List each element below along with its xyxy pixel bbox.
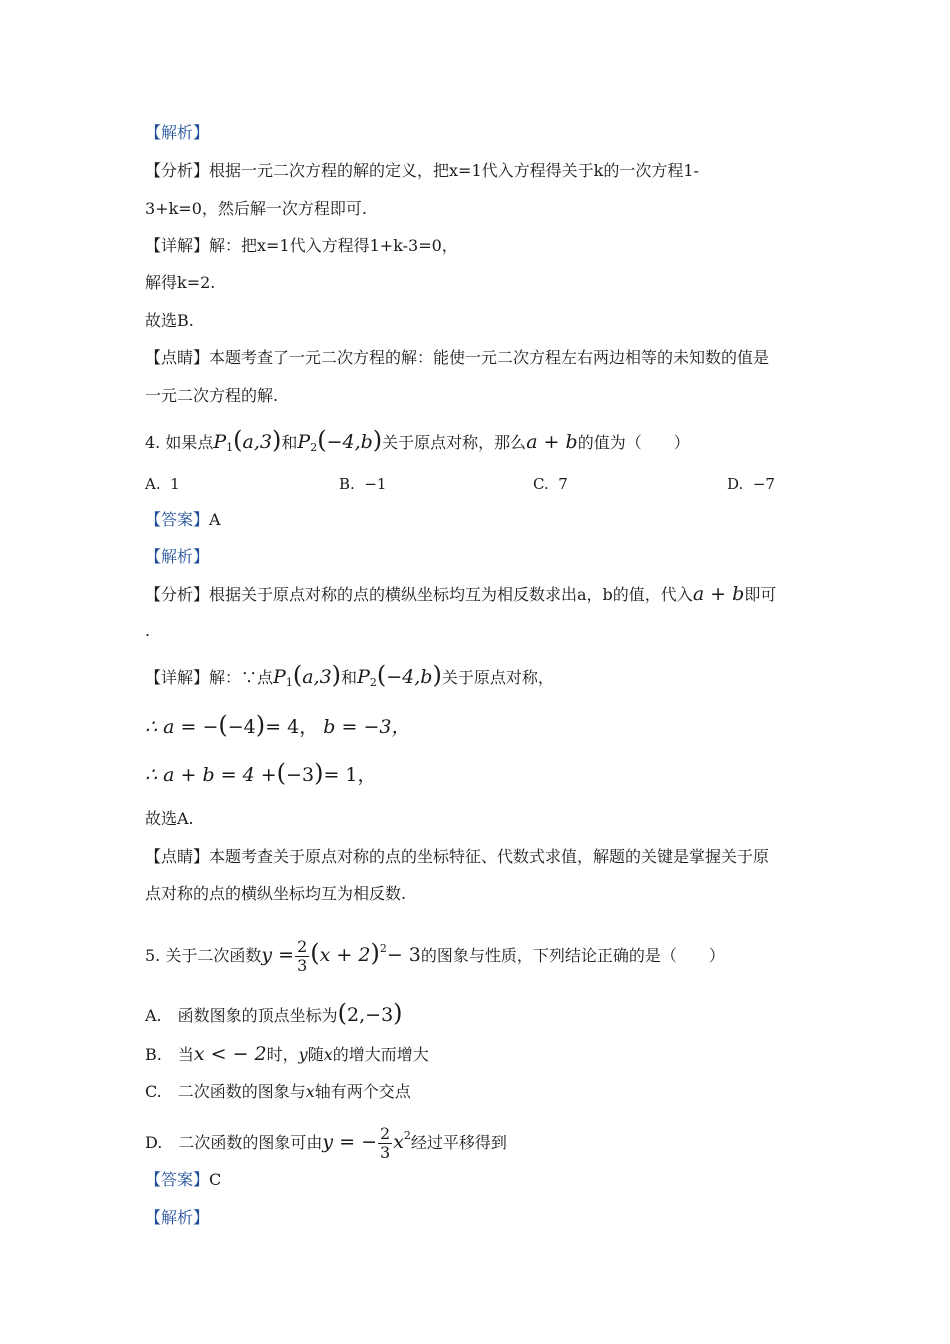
question-number: 5.	[145, 946, 161, 965]
xiangjie-tag: 【详解】	[145, 668, 210, 687]
dianjing-line	[145, 347, 769, 369]
detail-text: 解：把x=1代入方程得1+k-3=0，	[209, 236, 458, 255]
option-b: B. −1	[339, 475, 387, 493]
option-d: D. 二次函数的图象可由y = − $\frac{2}{3}$ $x^2$经过平移得到	[145, 1124, 507, 1162]
dianjing-tag: 【点睛】	[145, 348, 210, 367]
jiexi-heading	[145, 122, 209, 144]
question-pre: 关于二次函数	[165, 946, 262, 965]
analysis-text: 根据关于原点对称的点的横纵坐标均互为相反数求出a，b的值，代入	[209, 585, 693, 604]
dianjing-text: 本题考查关于原点对称的点的坐标特征、代数式求值，解题的关键是掌握关于原	[209, 847, 770, 866]
answer-value: A	[209, 510, 221, 529]
answer-value: C	[209, 1170, 222, 1189]
detail-line	[145, 235, 458, 257]
question-pre: 如果点	[165, 433, 214, 452]
expression: a + b	[692, 583, 745, 605]
point-p2: $P_2$	[357, 666, 377, 689]
option-c: C. 二次函数的图象与x轴有两个交点	[145, 1082, 411, 1101]
fenxi-tag: 【分析】	[145, 585, 210, 604]
question-number: 4.	[145, 433, 161, 452]
option-a: A. 1	[145, 475, 180, 493]
p2-coords: −4,b	[326, 431, 373, 453]
question-post: 的图象与性质，下列结论正确的是（ ）	[420, 946, 725, 965]
answer-line	[145, 1169, 221, 1191]
analysis-line-2: 3+k=0，然后解一次方程即可.	[145, 199, 367, 218]
question-post: 关于原点对称，那么	[382, 433, 527, 452]
jiexi-tag: 【解析】	[145, 547, 210, 566]
detail-pre: 解：∵点	[209, 668, 274, 687]
question-5: 5. 关于二次函数y = $\frac{2}{3}$ $(x + 2)^2- 3$的图象与性质，下列结论正确的是（ ）	[145, 937, 725, 975]
and-text: 和	[341, 668, 358, 687]
and-text: 和	[281, 433, 298, 452]
choose-line: 故选B.	[145, 311, 194, 330]
analysis-tail: 即可	[744, 585, 777, 604]
analysis-line	[145, 583, 776, 606]
p1-coords: a,3	[242, 431, 273, 453]
analysis-text: 根据一元二次方程的解的定义，把x=1代入方程得关于k的一次方程1-	[209, 161, 699, 180]
jiexi-heading-2	[145, 546, 209, 568]
p1-coords: a,3	[302, 666, 332, 688]
dianjing-line	[145, 846, 769, 868]
choose-line: 故选A.	[145, 809, 194, 828]
option-b: B. 当x < − 2时，y随x的增大而增大	[145, 1043, 429, 1065]
dianjing-tag: 【点睛】	[145, 847, 210, 866]
dianjing-line-2: 一元二次方程的解.	[145, 386, 279, 405]
option-c: C. 7	[533, 475, 568, 493]
point-p2: $P_2$	[297, 431, 318, 454]
option-a: A. 函数图象的顶点坐标为(2,−3)	[145, 999, 403, 1027]
fraction: $\frac{2}{3}$	[380, 1124, 391, 1162]
point-p1: $P_1$	[213, 431, 234, 454]
point-p1: $P_1$	[273, 666, 293, 689]
jiexi-tag: 【解析】	[145, 1208, 210, 1227]
analysis-line-2: .	[145, 621, 151, 640]
dianjing-line-2: 点对称的点的横纵坐标均互为相反数.	[145, 884, 407, 903]
p2-coords: −4,b	[386, 666, 433, 688]
answer-line	[145, 509, 221, 531]
detail-post: 关于原点对称，	[441, 668, 554, 687]
solve-line: 解得k=2.	[145, 273, 216, 292]
analysis-line	[145, 160, 699, 182]
jiexi-tag: 【解析】	[145, 123, 210, 142]
daan-tag: 【答案】	[145, 510, 210, 529]
fenxi-tag: 【分析】	[145, 161, 210, 180]
jiexi-heading-3	[145, 1207, 209, 1229]
question-4: 4. 如果点$P_1(a,3)$和$P_2(-4,b)$关于原点对称，那么a + b的值为（ ）	[145, 426, 690, 454]
dianjing-text: 本题考查了一元二次方程的解：能使一元二次方程左右两边相等的未知数的值是	[209, 348, 770, 367]
option-d: D. −7	[727, 475, 775, 493]
detail-line: 【详解】解：∵点$P_1(a,3)$和$P_2(-4,b)$关于原点对称，	[145, 661, 554, 689]
step-2: ∴ a + b = 4 +(−3)= 1，	[145, 759, 377, 787]
daan-tag: 【答案】	[145, 1170, 210, 1189]
step-1: ∴ a = −(−4)= 4， b = −3，	[145, 711, 411, 739]
fraction: $\frac{2}{3}$	[297, 937, 308, 975]
expression: a + b	[526, 431, 578, 453]
question-tail: 的值为（ ）	[577, 433, 690, 452]
xiangjie-tag: 【详解】	[145, 236, 210, 255]
